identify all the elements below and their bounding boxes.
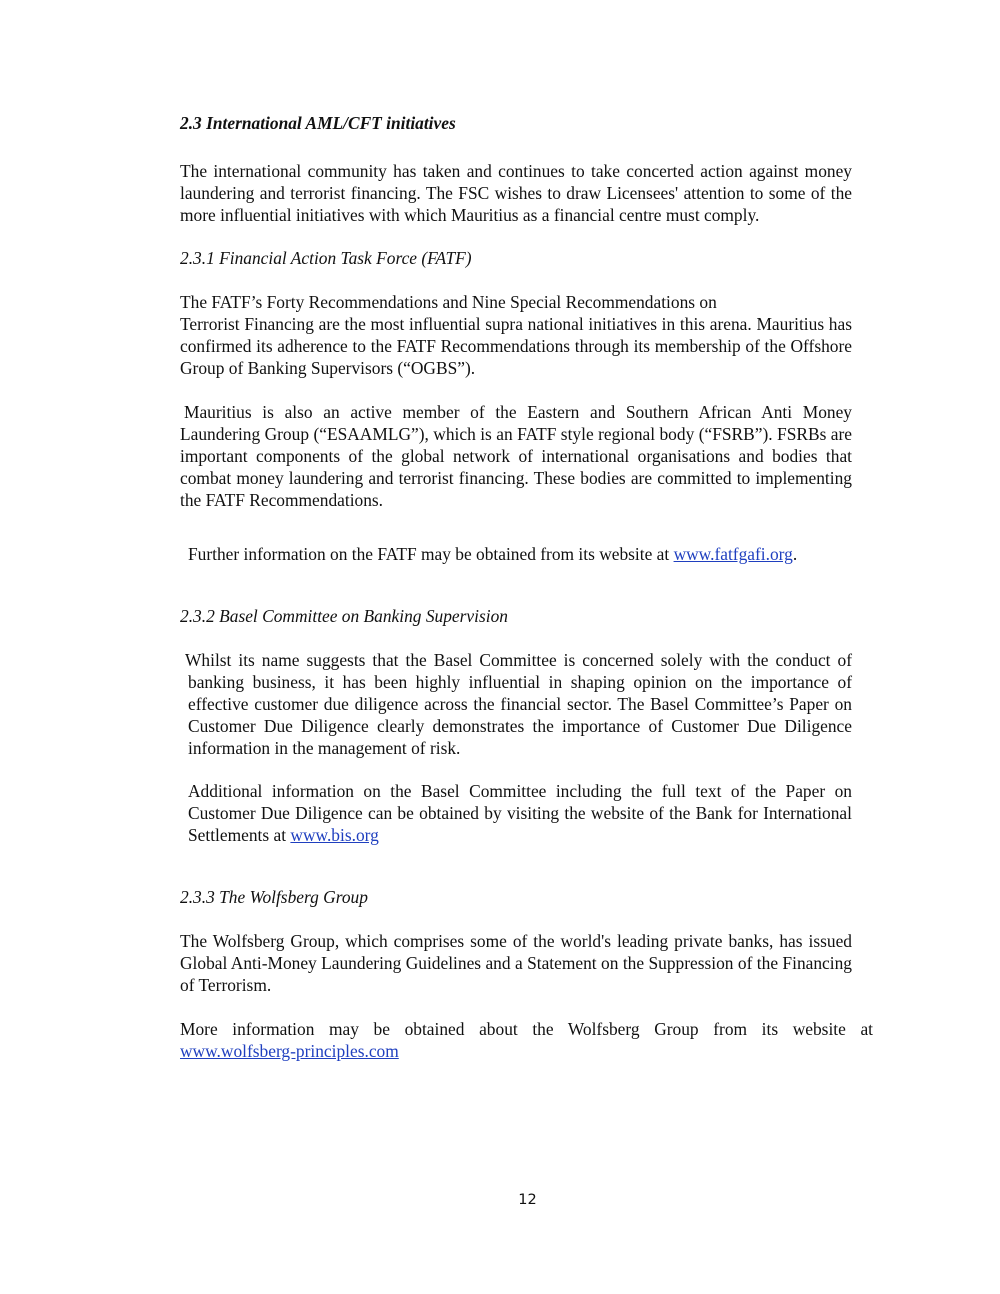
wolfsberg-paragraph-2 [180,1018,873,1062]
wolfsberg-website-text: More information may be obtained about the Wolfsberg Group from its website at [180,1019,873,1039]
fatf-website-period: . [792,544,798,564]
fatf-paragraph-1 [180,291,852,379]
basel-paragraph-2 [188,780,852,846]
section-heading: 2.3 International AML/CFT initiatives [180,113,456,133]
basel-website-text: Additional information on the Basel Committee including the full text of the Paper on Customer Due Diligence can be obtained by visiting the website of the Bank for International Settlements at [188,781,852,845]
basel-paragraph-1: Whilst its name suggests that the Basel Committee is concerned solely with the conduct of banking business, it has been highly influential in shaping opinion on the importance of effective customer due diligence across the financial sector. The Basel Committee’s Paper on Customer Due Diligence clearly demonstrates the importance of Customer Due Diligence information in the management of risk. [185,650,852,758]
fatf-paragraph-1-body: Terrorist Financing are the most influential supra national initiatives in this arena. Mauritius has confirmed its adherence to the FATF Recommendations through its membership of the Offshore Group of Banking Supervisors (“OGBS”). [180,314,852,378]
wolfsberg-website-link[interactable]: www.wolfsberg-principles.com [180,1041,399,1061]
fatf-heading: 2.3.1 Financial Action Task Force (FATF) [180,248,472,268]
intro-paragraph: The international community has taken and continues to take concerted action against money laundering and terrorist financing. The FSC wishes to draw Licensees' attention to some of the more influential initiatives with which Mauritius as a financial centre must comply. [180,161,852,225]
fatf-website-link[interactable]: www.fatfgafi.org [673,544,793,564]
wolfsberg-paragraph-1: The Wolfsberg Group, which comprises some of the world's leading private banks, has issued Global Anti-Money Laundering Guidelines and a Statement on the Suppression of the Financing of Terrorism. [180,931,852,995]
fatf-paragraph-2: Mauritius is also an active member of the Eastern and Southern African Anti Money Laundering Group (“ESAAMLG”), which is an FATF style regional body (“FSRB”). FSRBs are important components of the global network of international organisations and bodies that combat money laundering and terrorist financing. These bodies are committed to implementing the FATF Recommendations. [180,402,852,510]
basel-heading: 2.3.2 Basel Committee on Banking Supervision [180,606,508,626]
fatf-paragraph-1-first-line: The FATF’s Forty Recommendations and Nine Special Recommendations on [180,292,717,312]
fatf-paragraph-3 [188,543,868,565]
bis-website-link[interactable]: www.bis.org [290,825,379,845]
page-number: 12 [518,1192,537,1208]
fatf-website-text: Further information on the FATF may be obtained from its website at [188,544,674,564]
wolfsberg-heading: 2.3.3 The Wolfsberg Group [180,887,368,907]
